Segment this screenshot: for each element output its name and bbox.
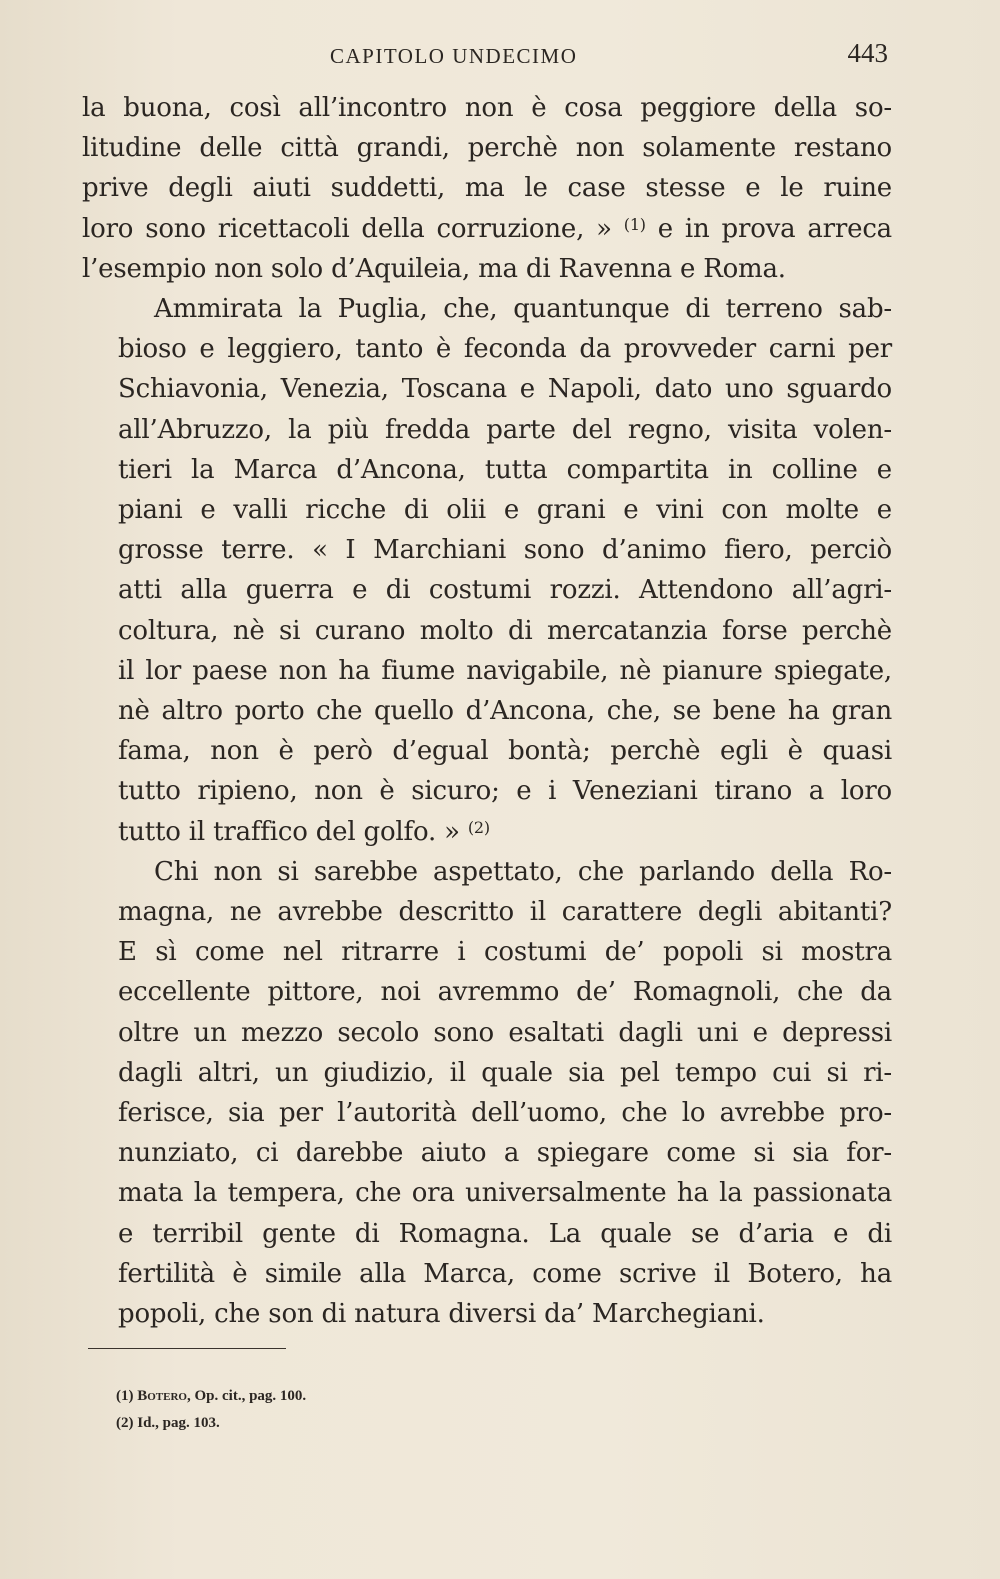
text-line: ferisce, sia per l’autorità dell’uomo, che lo avrebbe pro-	[118, 1098, 892, 1129]
footnote-rule	[88, 1348, 286, 1349]
text-line: dagli altri, un giudizio, il quale sia pel tempo cui si ri-	[118, 1057, 892, 1088]
text-line: l’esempio non solo d’Aquileia, ma di Ravenna e Roma.	[82, 253, 786, 284]
text-line: Chi non si sarebbe aspettato, che parlando della Ro-	[154, 856, 892, 887]
page-number: 443	[847, 38, 888, 68]
footnote-ref: (1)	[623, 214, 646, 234]
text-line	[82, 209, 892, 249]
text-segment: loro sono ricettacoli della corruzione, »	[82, 213, 612, 244]
text-line: bioso e leggiero, tanto è feconda da provveder carni per	[118, 334, 892, 365]
text-line: il lor paese non ha fiume navigabile, nè pianure spiegate,	[118, 655, 892, 686]
text-segment: e in prova arreca	[645, 213, 892, 244]
text-line: prive degli aiuti suddetti, ma le case stesse e le ruine	[82, 173, 892, 204]
text-line	[82, 812, 892, 852]
text-line: oltre un mezzo secolo sono esaltati dagli uni e depressi	[118, 1017, 892, 1048]
paragraph	[82, 88, 892, 289]
text-line: atti alla guerra e di costumi rozzi. Attendono all’agri-	[118, 575, 892, 606]
footnote-author: Botero	[137, 1388, 187, 1404]
text-line: piani e valli ricche di olii e grani e vini con molte e	[118, 495, 892, 526]
footnote-ref: (2)	[467, 817, 490, 837]
chapter-title: CAPITOLO UNDECIMO	[330, 44, 578, 68]
text-line: fertilità è simile alla Marca, come scrive il Botero, ha	[118, 1258, 892, 1289]
footnote-2	[116, 1410, 306, 1437]
text-line: coltura, nè si curano molto di mercatanzia forse perchè	[118, 615, 892, 646]
text-line: nè altro porto che quello d’Ancona, che, se bene ha gran	[118, 696, 892, 727]
footnotes	[116, 1383, 306, 1437]
footnote-marker: (1)	[116, 1388, 134, 1404]
text-line: la buona, così all’incontro non è cosa peggiore della so-	[82, 93, 892, 123]
footnote-1	[116, 1383, 306, 1410]
text-line: e terribil gente di Romagna. La quale se d’aria e di	[118, 1218, 892, 1249]
text-line: magna, ne avrebbe descritto il carattere degli abitanti?	[118, 897, 892, 928]
running-head	[0, 38, 1000, 78]
text-line: E sì come nel ritrarre i costumi de’ popoli si mostra	[118, 937, 892, 968]
text-line: fama, non è però d’egual bontà; perchè egli è quasi	[118, 736, 892, 767]
text-line: nunziato, ci darebbe aiuto a spiegare come si sia for-	[118, 1138, 892, 1169]
text-line: popoli, che son di natura diversi da’ Marchegiani.	[118, 1299, 765, 1330]
text-line: all’Abruzzo, la più fredda parte del regno, visita volen-	[118, 414, 892, 445]
text-line: grosse terre. « I Marchiani sono d’animo fiero, perciò	[118, 535, 892, 566]
footnote-text: , Op. cit., pag. 100.	[187, 1388, 307, 1404]
text-line: litudine delle città grandi, perchè non solamente restano	[82, 133, 892, 164]
text-line: tieri la Marca d’Ancona, tutta compartita in colline e	[118, 454, 892, 485]
text-line: eccellente pittore, noi avremmo de’ Romagnoli, che da	[118, 977, 892, 1008]
footnote-marker: (2)	[116, 1415, 134, 1431]
text-line: Ammirata la Puglia, che, quantunque di terreno sab-	[154, 294, 892, 325]
text-segment: tutto il traffico del golfo. »	[118, 816, 460, 847]
paragraph	[82, 289, 892, 852]
text-line: mata la tempera, che ora universalmente ha la passionata	[118, 1178, 892, 1209]
paragraph	[82, 852, 892, 1334]
text-line: tutto ripieno, non è sicuro; e i Veneziani tirano a loro	[118, 776, 892, 807]
footnote-text: Id., pag. 103.	[137, 1415, 220, 1431]
body-text	[82, 88, 892, 1334]
text-line: Schiavonia, Venezia, Toscana e Napoli, dato uno sguardo	[118, 374, 892, 405]
